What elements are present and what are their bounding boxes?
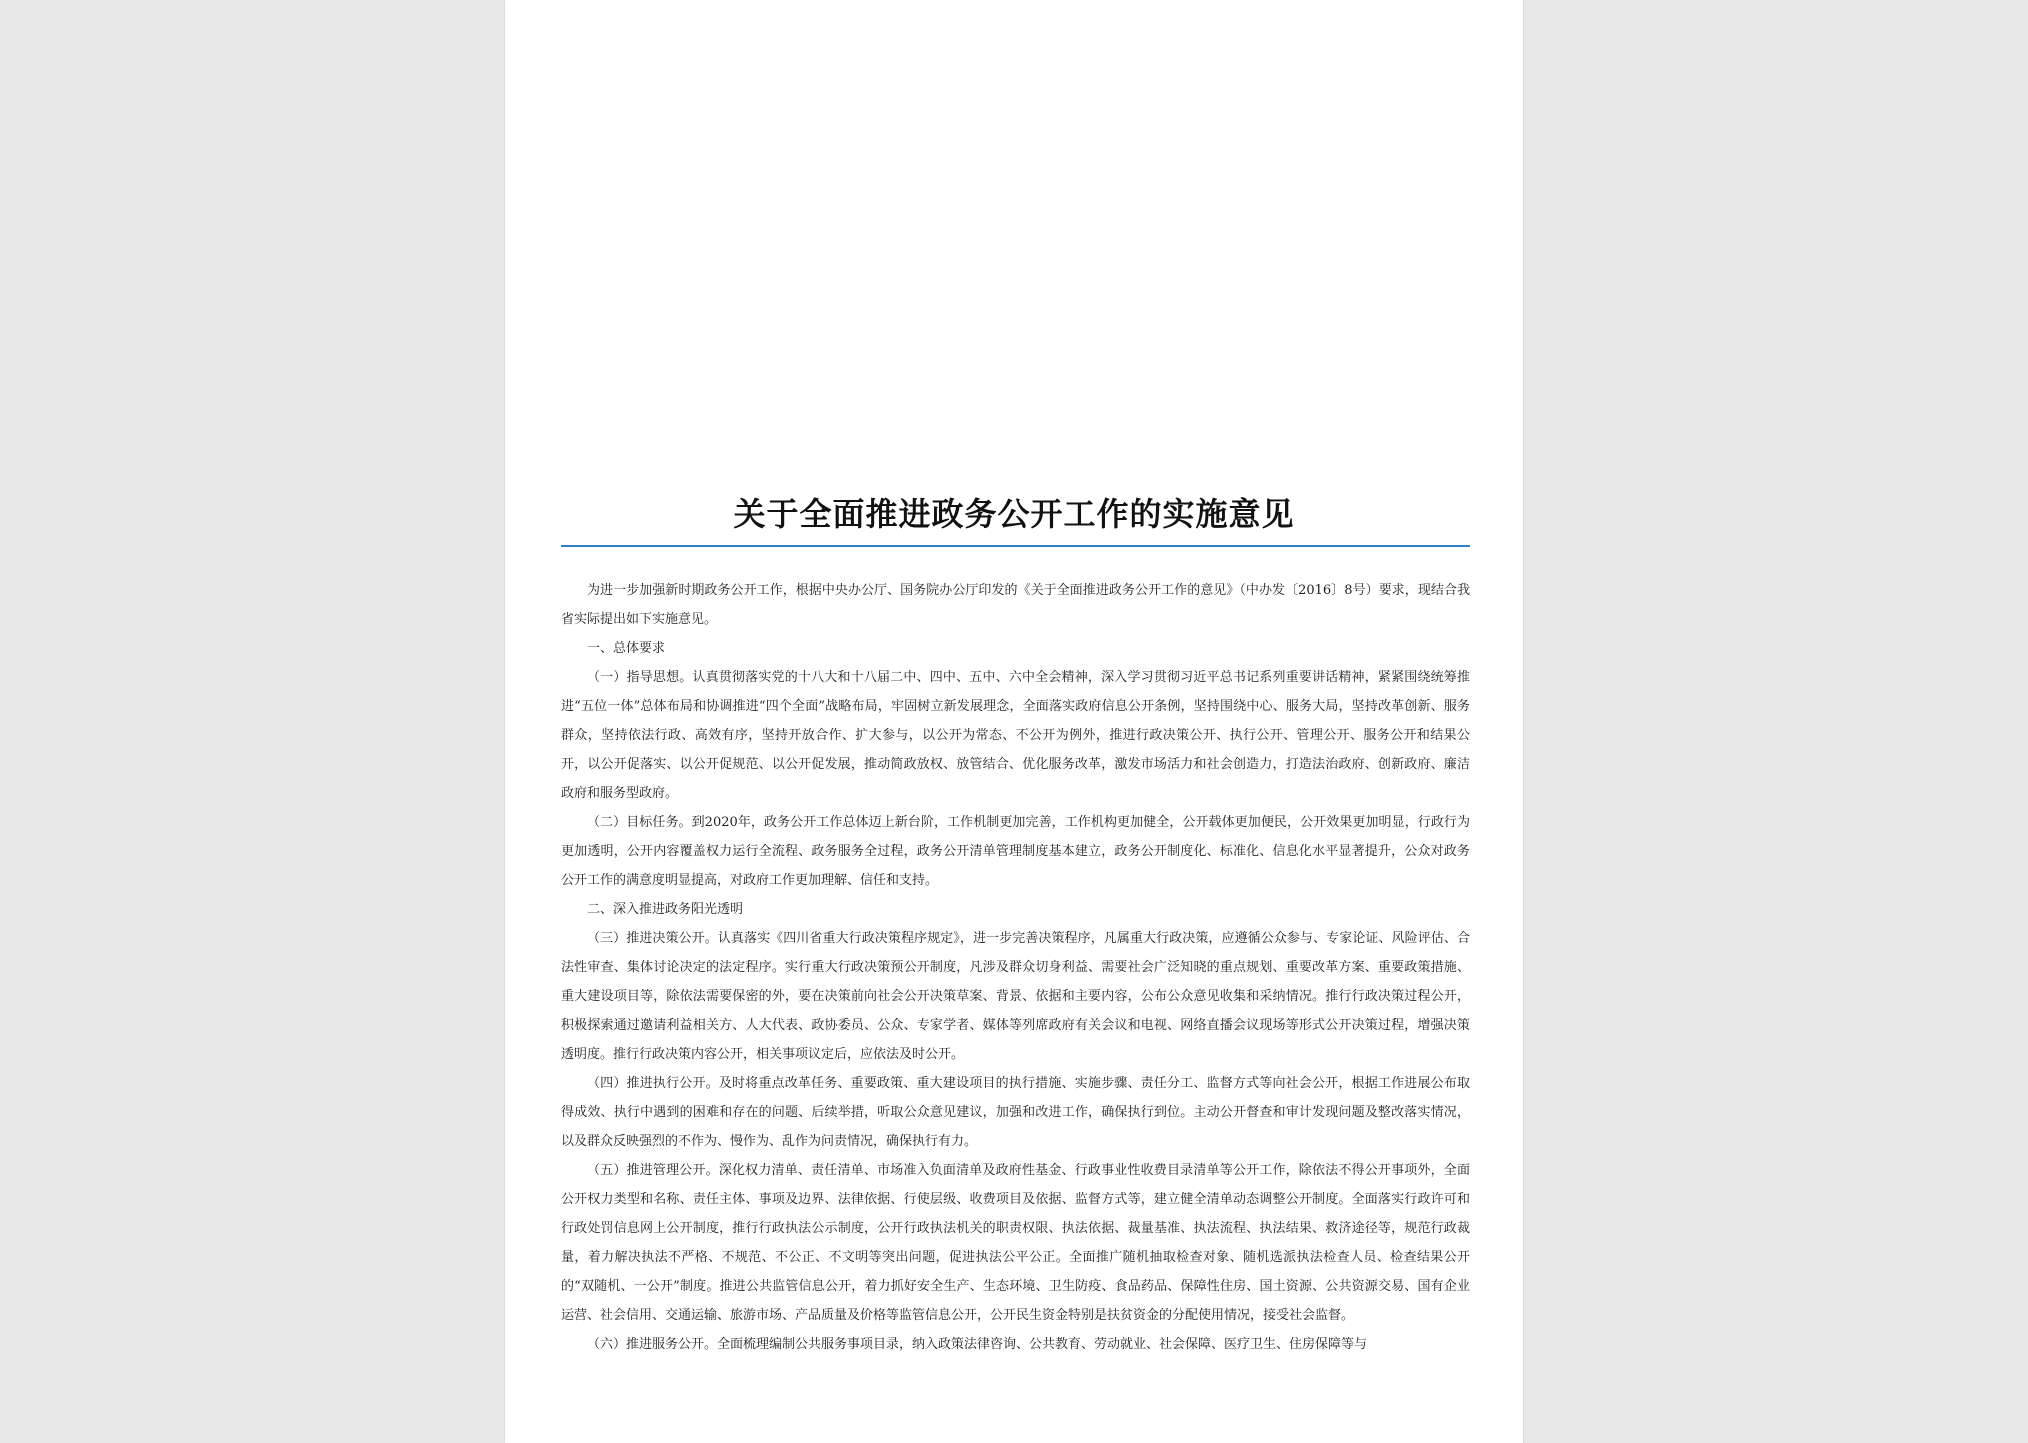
paragraph-2: （二）目标任务。到2020年，政务公开工作总体迈上新台阶，工作机制更加完善，工作机构更加健全，公开载体更加便民，公开效果更加明显，行政行为更加透明，公开内容覆盖权力运行全流程、政务服务全过程，政务公开清单管理制度基本建立，政务公开制度化、标准化、信息化水平显著提升，公众对政务公开工作的满意度明显提高，对政府工作更加理解、信任和支持。	[561, 815, 1470, 888]
paragraph-6: （六）推进服务公开。全面梳理编制公共服务事项目录，纳入政策法律咨询、公共教育、劳动就业、社会保障、医疗卫生、住房保障等与	[587, 1337, 1368, 1352]
section-heading-1: 一、总体要求	[587, 641, 666, 656]
paragraph-1: （一）指导思想。认真贯彻落实党的十八大和十八届二中、四中、五中、六中全会精神，深入学习贯彻习近平总书记系列重要讲话精神，紧紧围绕统筹推进“五位一体”总体布局和协调推进“四个全面”战略布局，牢固树立新发展理念，全面落实政府信息公开条例，坚持围绕中心、服务大局，坚持改革创新、服务群众，坚持依法行政、高效有序，坚持开放合作、扩大参与，以公开为常态、不公开为例外，推进行政决策公开、执行公开、管理公开、服务公开和结果公开，以公开促落实、以公开促规范、以公开促发展，推动简政放权、放管结合、优化服务改革，激发市场活力和社会创造力，打造法治政府、创新政府、廉洁政府和服务型政府。	[561, 670, 1470, 801]
section-heading-2: 二、深入推进政务阳光透明	[587, 902, 744, 917]
paragraph-4: （四）推进执行公开。及时将重点改革任务、重要政策、重大建设项目的执行措施、实施步骤、责任分工、监督方式等向社会公开，根据工作进展公布取得成效、执行中遇到的困难和存在的问题、后续举措，听取公众意见建议，加强和改进工作，确保执行到位。主动公开督查和审计发现问题及整改落实情况，以及群众反映强烈的不作为、慢作为、乱作为问责情况，确保执行有力。	[561, 1076, 1470, 1149]
document-title: 关于全面推进政务公开工作的实施意见	[733, 495, 1295, 533]
document-page	[505, 0, 1523, 1443]
title-divider	[561, 545, 1470, 547]
paragraph-intro: 为进一步加强新时期政务公开工作，根据中央办公厅、国务院办公厅印发的《关于全面推进政务公开工作的意见》（中办发〔2016〕8号）要求，现结合我省实际提出如下实施意见。	[561, 583, 1470, 627]
paragraph-3: （三）推进决策公开。认真落实《四川省重大行政决策程序规定》，进一步完善决策程序，凡属重大行政决策，应遵循公众参与、专家论证、风险评估、合法性审查、集体讨论决定的法定程序。实行重大行政决策预公开制度，凡涉及群众切身利益、需要社会广泛知晓的重点规划、重要改革方案、重要政策措施、重大建设项目等，除依法需要保密的外，要在决策前向社会公开决策草案、背景、依据和主要内容，公布公众意见收集和采纳情况。推行行政决策过程公开，积极探索通过邀请利益相关方、人大代表、政协委员、公众、专家学者、媒体等列席政府有关会议和电视、网络直播会议现场等形式公开决策过程，增强决策透明度。推行行政决策内容公开，相关事项议定后，应依法及时公开。	[561, 931, 1470, 1062]
paragraph-5: （五）推进管理公开。深化权力清单、责任清单、市场准入负面清单及政府性基金、行政事业性收费目录清单等公开工作，除依法不得公开事项外，全面公开权力类型和名称、责任主体、事项及边界、法律依据、行使层级、收费项目及依据、监督方式等，建立健全清单动态调整公开制度。全面落实行政许可和行政处罚信息网上公开制度，推行行政执法公示制度，公开行政执法机关的职责权限、执法依据、裁量基准、执法流程、执法结果、救济途径等，规范行政裁量，着力解决执法不严格、不规范、不公正、不文明等突出问题，促进执法公平公正。全面推广随机抽取检查对象、随机选派执法检查人员、检查结果公开的“双随机、一公开”制度。推进公共监管信息公开，着力抓好安全生产、生态环境、卫生防疫、食品药品、保障性住房、国土资源、公共资源交易、国有企业运营、社会信用、交通运输、旅游市场、产品质量及价格等监管信息公开，公开民生资金特别是扶贫资金的分配使用情况，接受社会监督。	[561, 1163, 1470, 1323]
document-body	[561, 576, 1470, 1359]
